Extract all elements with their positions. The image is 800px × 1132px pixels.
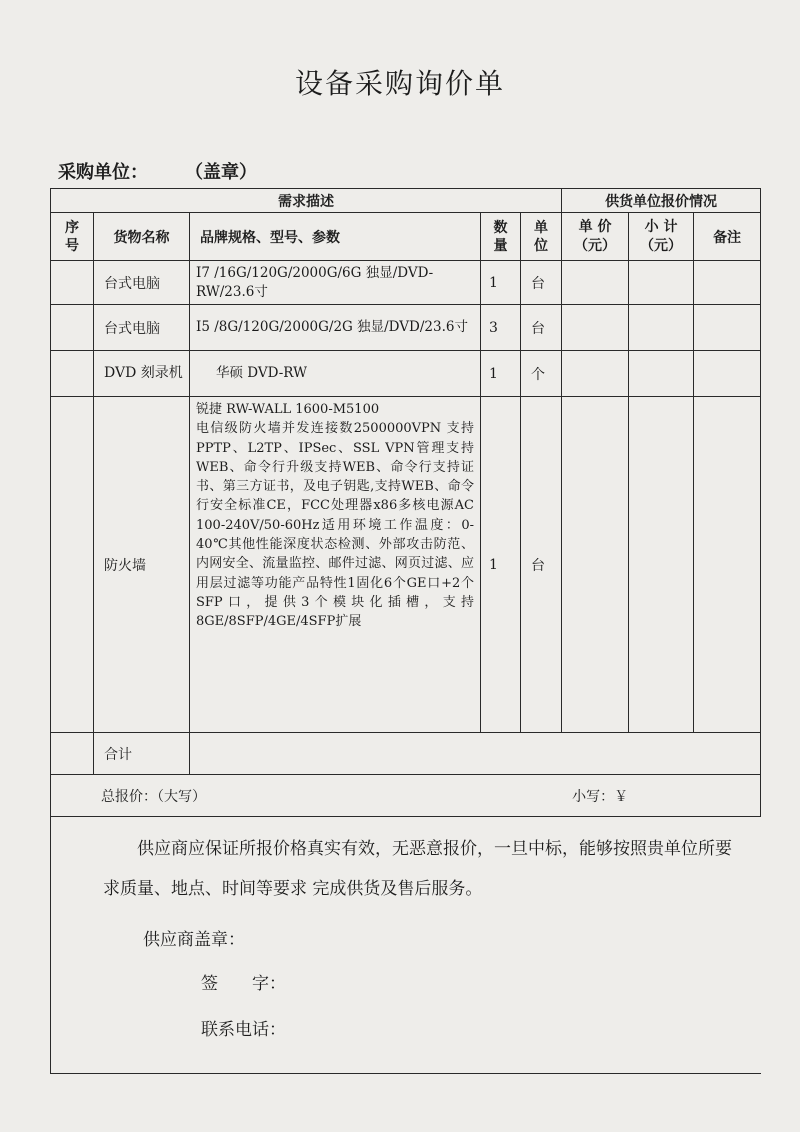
header-unit-price: [562, 213, 629, 261]
row-spec: 华硕 DVD-RW: [190, 351, 481, 397]
row-index: [51, 261, 94, 305]
row-unit-price: [562, 397, 629, 733]
header-unit: [521, 213, 562, 261]
page-title: 设备采购询价单: [294, 67, 505, 100]
pledge-cell: [51, 817, 761, 1074]
header-name: 货物名称: [94, 213, 190, 261]
row-name: 防火墙: [94, 397, 190, 733]
row-unit: 台: [521, 305, 562, 351]
row-remark: [694, 397, 761, 733]
row-name: 台式电脑: [94, 305, 190, 351]
row-unit: 台: [521, 261, 562, 305]
row-remark: [694, 261, 761, 305]
table-row: [51, 261, 761, 305]
grand-total-cell: [51, 775, 761, 817]
total-index: [51, 733, 94, 775]
row-qty: 1: [481, 397, 521, 733]
row-spec: I5 /8G/120G/2000G/2G 独显/DVD/23.6寸: [190, 305, 481, 351]
table-row: [51, 351, 761, 397]
header-unit-price-text: 单 价（元）: [574, 218, 617, 254]
row-spec-body: 电信级防火墙并发连接数2500000VPN 支持PPTP、L2TP、IPSec、SSL VPN管理支持WEB、命令行升级支持WEB、命令行支持证书、第三方证书，及电子钥匙,支持WEB、命令行安全标准CE，FCC处理器x86多核电源AC 100-240V/50-60Hz适用环境工作温度：0-40℃其他性能深度状态检测、外部攻击防范、内网安全、流量监控、邮件过滤、网页过滤、应用层过滤等功能产品特性1固化6个GE口+2个SFP口，提供3个模块化插槽，支持8GE/8SFP/4GE/4SFP扩展: [196, 421, 474, 630]
row-subtotal: [629, 351, 694, 397]
header-demand: 需求描述: [51, 189, 562, 213]
header-subtotal-text: 小 计（元）: [640, 218, 683, 254]
pledge-row: [51, 817, 761, 1074]
row-subtotal: [629, 305, 694, 351]
buyer-line: [58, 158, 257, 184]
pledge-text: 供应商应保证所报价格真实有效，无恶意报价，一旦中标，能够按照贵单位所要求质量、地点、时间等要求 完成供货及售后服务。: [103, 839, 732, 899]
row-subtotal: [629, 261, 694, 305]
header-subtotal: [629, 213, 694, 261]
grand-total-label: 总报价：（大写）: [101, 788, 206, 805]
row-qty: 1: [481, 351, 521, 397]
header-remark: 备注: [694, 213, 761, 261]
total-row: [51, 733, 761, 775]
row-spec: I7 /16G/120G/2000G/6G 独显/DVD-RW/23.6寸: [190, 261, 481, 305]
row-name: 台式电脑: [94, 261, 190, 305]
supplier-stamp-label: 供应商盖章：: [143, 930, 245, 950]
header-row: [51, 213, 761, 261]
small-total-label: 小写：￥: [572, 788, 629, 805]
row-spec-title: 锐捷 RW-WALL 1600-M5100: [196, 402, 380, 417]
row-remark: [694, 305, 761, 351]
header-unit-text: 单位: [534, 219, 549, 254]
row-unit: 台: [521, 397, 562, 733]
pledge-box: [51, 817, 761, 1073]
row-unit-price: [562, 261, 629, 305]
row-index: [51, 397, 94, 733]
row-qty: 3: [481, 305, 521, 351]
total-label: 合计: [94, 733, 190, 775]
row-unit-price: [562, 351, 629, 397]
header-supplier: 供货单位报价情况: [562, 189, 761, 213]
header-spec: 品牌规格、型号、参数: [190, 213, 481, 261]
phone-label: 联系电话：: [201, 1020, 286, 1040]
header-qty-text: 数量: [493, 219, 508, 254]
row-subtotal: [629, 397, 694, 733]
header-qty: [481, 213, 521, 261]
row-unit: 个: [521, 351, 562, 397]
header-index: [51, 213, 94, 261]
table-row: [51, 305, 761, 351]
row-index: [51, 351, 94, 397]
quotation-table: [50, 188, 761, 1074]
buyer-stamp: （盖章）: [194, 162, 257, 183]
table-row: [51, 397, 761, 733]
row-index: [51, 305, 94, 351]
row-name: DVD 刻录机: [94, 351, 190, 397]
row-remark: [694, 351, 761, 397]
signature-label: 签 字：: [201, 974, 286, 994]
row-unit-price: [562, 305, 629, 351]
grand-total-row: [51, 775, 761, 817]
total-value: [190, 733, 761, 775]
row-spec: [190, 397, 481, 733]
header-row-top: [51, 189, 761, 213]
buyer-label: 采购单位：: [58, 162, 148, 183]
row-qty: 1: [481, 261, 521, 305]
header-index-text: 序号: [65, 219, 79, 254]
